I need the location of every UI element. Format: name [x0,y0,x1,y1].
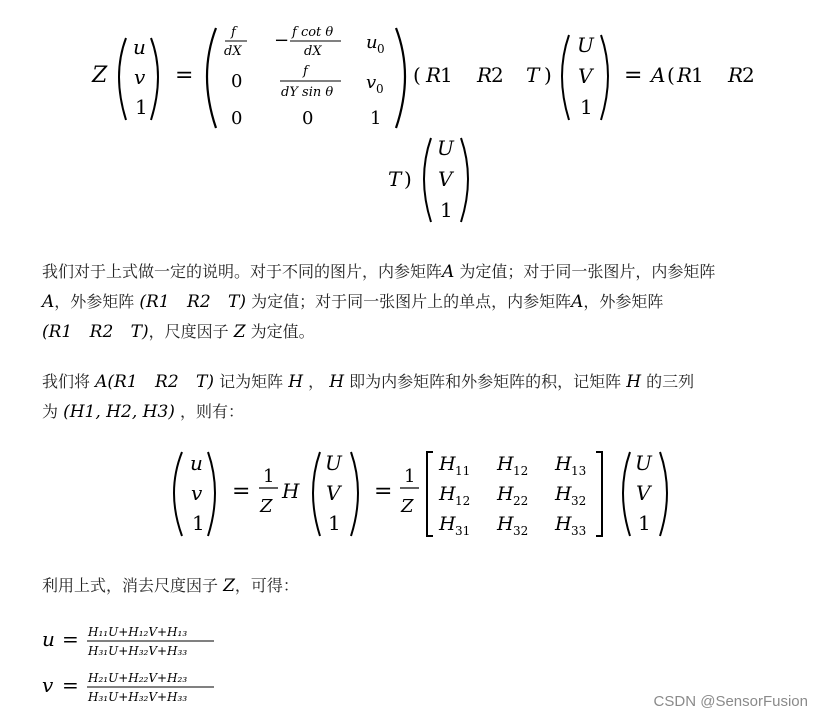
svg-text:U: U [577,33,594,57]
svg-text:dY sin θ: dY sin θ [281,85,334,100]
svg-text:32: 32 [513,524,529,538]
svg-text:1: 1 [691,63,704,87]
pixel-coordinate-equations [38,618,338,708]
svg-text:u: u [42,627,55,651]
svg-text:1: 1 [370,108,382,129]
svg-text:u: u [366,32,378,53]
svg-text:U: U [325,451,342,475]
svg-text:): ) [404,167,412,191]
svg-text:0: 0 [231,71,243,92]
svg-text:2: 2 [491,63,504,87]
svg-text:H: H [555,513,572,535]
svg-text:H: H [497,513,514,535]
svg-text:R: R [477,63,493,87]
svg-text:0: 0 [376,82,384,96]
svg-text:33: 33 [571,524,587,538]
svg-text:1: 1 [404,466,416,487]
svg-text:1: 1 [440,63,453,87]
svg-text:U: U [635,451,652,475]
svg-text:f cot θ: f cot θ [292,25,334,40]
svg-text:f: f [303,64,308,79]
svg-text:v: v [134,65,146,89]
explanation-paragraph: 我们对于上式做一定的说明。对于不同的图片，内参矩阵A 为定值；对于同一张图片，内参矩阵 A，外参矩阵 (R1 R2 T) 为定值；对于同一张图片上的单点，内参矩阵A，外参矩阵 (R1 R2 T)，尺度因子 Z 为定值。 [42,262,716,342]
u-numerator: H₁₁U+H₁₂V+H₁₃ [88,625,188,639]
projection-equation [0,0,824,235]
svg-text:R: R [426,63,442,87]
elimination-paragraph: 利用上式，消去尺度因子 Z，可得： [42,576,299,596]
v-numerator: H₂₁U+H₂₂V+H₂₃ [88,671,188,685]
svg-text:H: H [282,479,300,503]
svg-text:V: V [636,481,651,505]
svg-text:12: 12 [513,464,529,478]
svg-text:H: H [497,453,514,475]
u-denominator: H₃₁U+H₃₂V+H₃₃ [88,644,188,658]
svg-text:22: 22 [513,494,529,508]
svg-text:1: 1 [192,511,205,535]
svg-text:V: V [326,481,341,505]
svg-text:=: = [175,63,194,88]
svg-text:H: H [439,513,456,535]
svg-text:Z: Z [401,496,414,517]
svg-text:11: 11 [455,464,471,478]
svg-text:dX: dX [304,44,322,59]
svg-text:=: = [62,673,79,697]
homography-equation [0,448,824,548]
svg-text:T: T [526,63,540,87]
svg-text:R: R [728,63,744,87]
svg-text:T: T [388,167,402,191]
svg-text:12: 12 [455,494,471,508]
watermark: CSDN @SensorFusion [653,693,808,710]
svg-text:=: = [624,63,643,88]
svg-text:A: A [651,63,666,87]
svg-text:1: 1 [328,511,341,535]
svg-text:1: 1 [638,511,651,535]
svg-text:v: v [42,673,54,697]
svg-text:H: H [439,483,456,505]
svg-text:(: ( [667,63,675,87]
svg-text:V: V [578,64,593,88]
extrinsic-matrix: (R1 R2 T) [139,292,247,312]
homography-paragraph: 我们将 A(R1 R2 T) 记为矩阵 H ， H 即为内参矩阵和外参矩阵的积，记矩阵 H 的三列 为 (H1, H2, H3) ，则有： [42,372,695,422]
svg-text:1: 1 [135,95,148,119]
svg-text:H: H [497,483,514,505]
svg-text:0: 0 [231,108,243,129]
svg-text:0: 0 [377,42,385,56]
svg-text:V: V [438,167,453,191]
svg-text:2: 2 [742,63,755,87]
svg-text:=: = [62,627,79,651]
svg-text:−: − [274,30,290,51]
svg-text:R: R [677,63,693,87]
svg-text:Z: Z [260,496,273,517]
svg-text:): ) [544,63,552,87]
scale-factor-z: Z [92,63,108,88]
svg-text:u: u [190,451,203,475]
svg-text:u: u [133,35,146,59]
svg-text:U: U [437,136,454,160]
v-denominator: H₃₁U+H₃₂V+H₃₃ [88,690,188,704]
svg-text:v: v [191,481,203,505]
svg-text:32: 32 [571,494,587,508]
svg-text:1: 1 [580,95,593,119]
svg-text:H: H [439,453,456,475]
svg-text:1: 1 [263,466,275,487]
svg-text:H: H [555,453,572,475]
svg-text:f: f [231,25,236,40]
svg-text:1: 1 [440,198,453,222]
svg-text:0: 0 [302,108,314,129]
svg-text:31: 31 [455,524,471,538]
svg-text:=: = [374,479,393,504]
svg-text:H: H [555,483,572,505]
svg-text:v: v [366,72,377,93]
svg-text:13: 13 [571,464,587,478]
svg-text:(: ( [413,63,421,87]
svg-text:dX: dX [224,44,242,59]
svg-text:=: = [232,479,251,504]
